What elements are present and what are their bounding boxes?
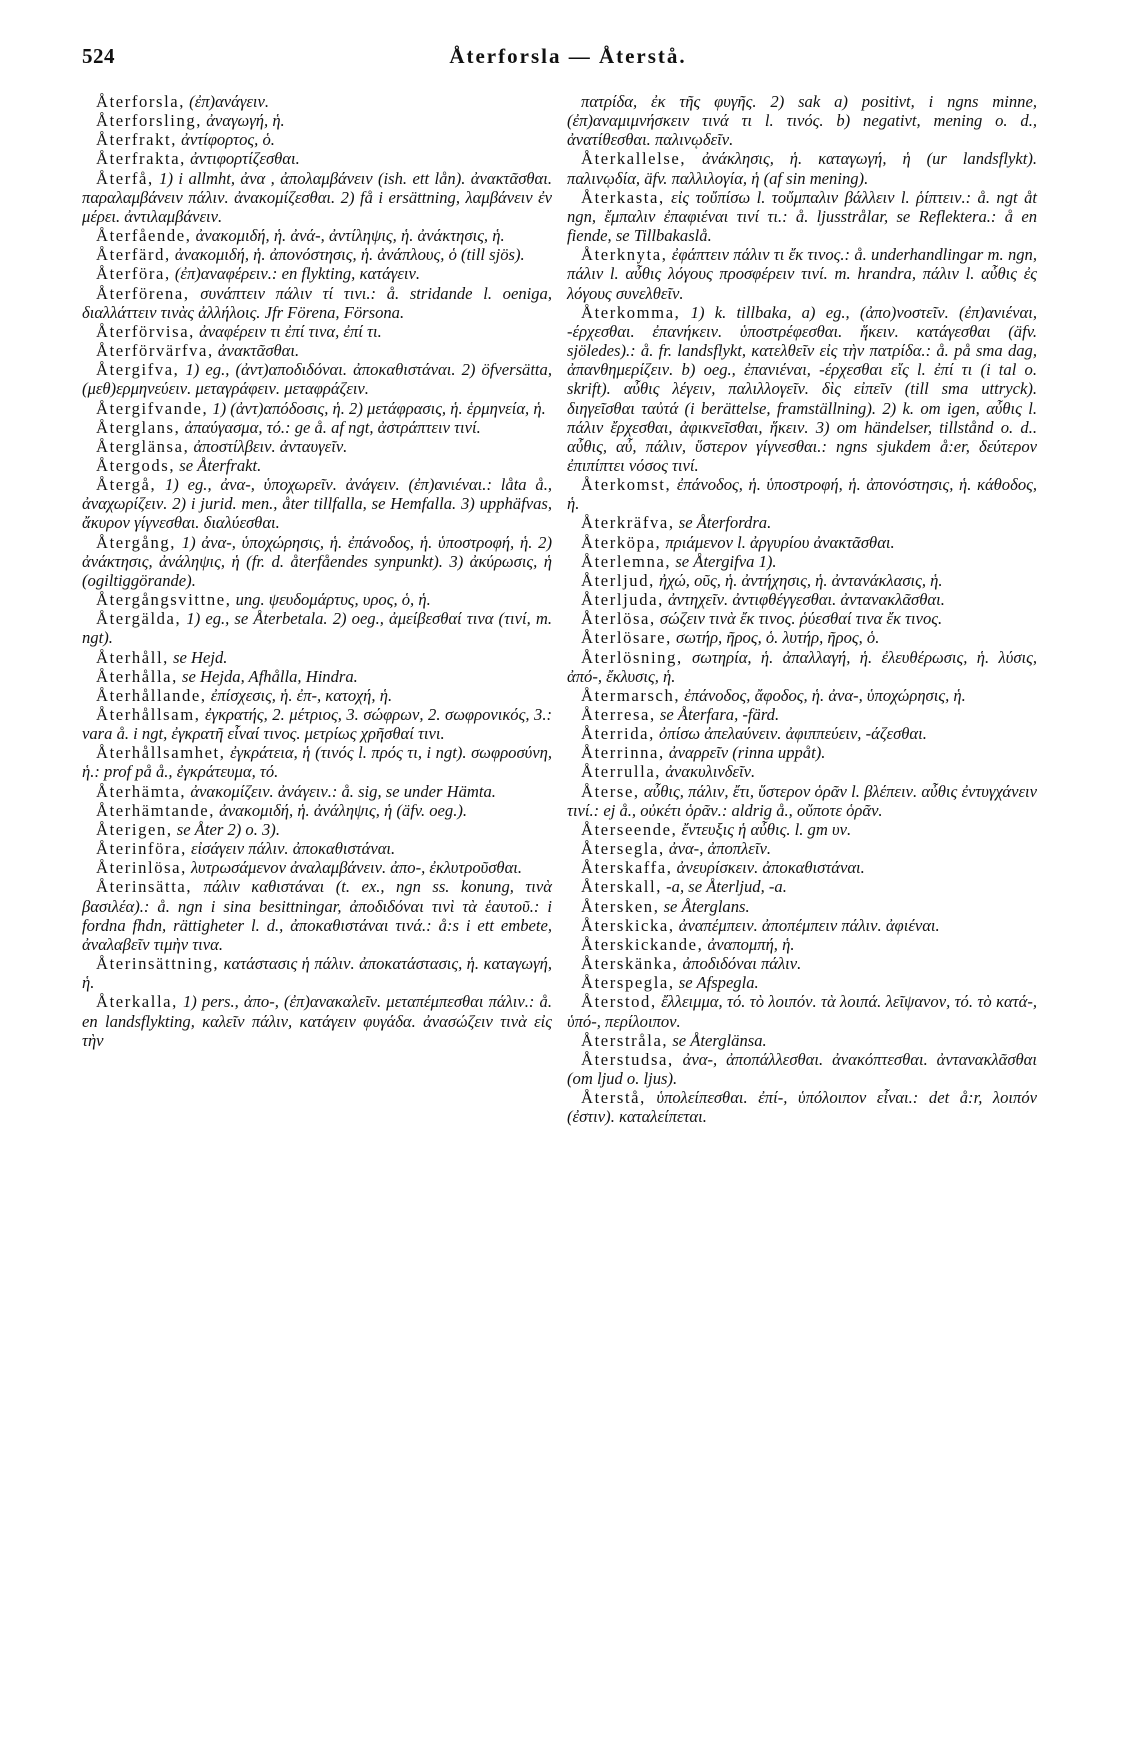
entry-headword: Återinsätta, xyxy=(96,877,193,897)
entry-definition: ἔλλειμμα, τό. τὸ λοιπόν. τὰ λοιπά. λεῖψανον, τό. τὸ κατά-, ὑπό-, περίλοιπον. xyxy=(567,992,1037,1031)
entry-headword: Återglänsa, xyxy=(96,436,190,456)
dictionary-entry xyxy=(82,782,552,801)
entry-headword: Återkomst, xyxy=(581,475,672,495)
entry-definition: se Återfrakt. xyxy=(175,455,262,475)
entry-headword: Återgifva, xyxy=(96,360,180,380)
entry-headword: Återrida, xyxy=(581,724,655,744)
dictionary-entry xyxy=(567,552,1037,571)
entry-headword: Återforsla, xyxy=(96,92,186,111)
entry-definition: se Återfordra. xyxy=(674,513,772,533)
entry-definition: πριάμενον l. ἀργυρίου ἀνακτᾶσθαι. xyxy=(661,532,895,552)
dictionary-entry xyxy=(567,992,1037,1030)
dictionary-entry xyxy=(567,1050,1037,1088)
dictionary-entry xyxy=(82,284,552,322)
dictionary-entry xyxy=(567,648,1037,686)
dictionary-entry xyxy=(82,475,552,532)
entry-definition: ἐπάνοδος, ἡ. ὑποστροφή, ἡ. ἀπονόστησις, ἡ. κάθοδος, ἡ. xyxy=(567,475,1037,514)
entry-headword: Återspegla, xyxy=(581,973,675,993)
entry-definition: σώζειν τινὰ ἔκ τινος. ῥύεσθαί τινα ἔκ τινος. xyxy=(655,609,943,629)
dictionary-entry xyxy=(82,820,552,839)
dictionary-entry xyxy=(567,973,1037,992)
entry-definition: ἀνευρίσκειν. ἀποκαθιστάναι. xyxy=(672,858,865,878)
entry-definition: ung. ψευδομάρτυς, υρος, ὁ, ἡ. xyxy=(231,590,431,610)
entry-headword: Återskicka, xyxy=(581,915,675,935)
dictionary-entry xyxy=(82,264,552,283)
entry-definition: 1) (ἀντ)απόδοσις, ἡ. 2) μετάφρασις, ἡ. ἑρμηνεία, ἡ. xyxy=(208,398,546,418)
entry-definition: ἀντηχεῖν. ἀντιφθέγγεσθαι. ἀντανακλᾶσθαι. xyxy=(663,590,945,610)
running-head: Återforsla — Återstå. xyxy=(449,44,687,68)
dictionary-entry xyxy=(82,341,552,360)
entry-headword: Återknyta, xyxy=(581,245,668,265)
entry-headword: Återglans, xyxy=(96,417,181,437)
entry-headword: Återhållande, xyxy=(96,685,207,705)
entry-headword: Återrulla, xyxy=(581,762,662,782)
dictionary-entry xyxy=(567,762,1037,781)
entry-definition: se Hejd. xyxy=(168,647,228,667)
entry-definition: σωτήρ, ῆρος, ὁ. λυτήρ, ῆρος, ὁ. xyxy=(671,628,880,648)
entry-definition: πάλιν καθιστάναι (t. ex., ngn ss. konung, τινὰ βασιλέα).: å. ngn i sina besittningar, ἀποδιδόναι τινὶ τὰ ἑαυτοῦ.: i fordna fhdn, rättigheter l. d., ἀποκαθιστάναι τινά.: å:s i ett embete, ἀναλαβεῖν τιμὴν τινα. xyxy=(82,877,552,954)
dictionary-entry xyxy=(82,437,552,456)
dictionary-entry xyxy=(567,858,1037,877)
entry-headword: Återfrakt, xyxy=(96,130,177,150)
entry-definition: ἐπάνοδος, ἄφοδος, ἡ. ἀνα-, ὑποχώρησις, ἡ. xyxy=(680,685,966,705)
entry-definition: εἰς τοὔπίσω l. τοὔμπαλιν βάλλειν l. ῥίπτειν.: å. ngt åt ngn, ἔμπαλιν ἐπαφιέναι τινί τι.: å. ljusstrålar, se Reflektera.: å en fiende, se Tillbakaslå. xyxy=(567,187,1037,246)
entry-definition: λυτρωσάμενον ἀναλαμβάνειν. ἀπο-, ἐκλυτροῦσθαι. xyxy=(186,858,523,878)
dictionary-entry xyxy=(567,1088,1037,1126)
entry-definition: 1) eg., ἀνα-, ὑποχωρεῖν. ἀνάγειν. (ἐπ)ανιέναι.: låta å., ἀναχωρίζειν. 2) i jurid. men., åter tillfalla, se Hemfalla. 3) upphäfvas, ἄκυρον γίγνεσθαι. διαλύεσθαι. xyxy=(82,475,552,533)
dictionary-entry xyxy=(567,571,1037,590)
entry-headword: Återköpa, xyxy=(581,532,662,552)
dictionary-entry xyxy=(82,360,552,398)
entry-headword: Återlösare, xyxy=(581,628,672,648)
dictionary-entry xyxy=(82,609,552,647)
entry-definition: ἀνακυλινδεῖν. xyxy=(661,762,756,782)
dictionary-entry xyxy=(567,743,1037,762)
entry-definition: ἐγκρατής, 2. μέτριος, 3. σώφρων, 2. σωφρονικός, 3.: vara å. i ngt, ἐγκρατῆ εἶναί τινος. μετρίως χρῆσθαί τινι. xyxy=(82,705,552,744)
entry-headword: Återstod, xyxy=(581,992,657,1012)
dictionary-entry xyxy=(567,839,1037,858)
entry-definition: ἀνακομιδή, ἡ. ἀνάληψις, ἡ (äfv. oeg.). xyxy=(214,800,468,820)
dictionary-entry xyxy=(567,513,1037,532)
entry-definition: ἐπίσχεσις, ἡ. ἐπ-, κατοχή, ἡ. xyxy=(206,685,393,705)
dictionary-entry xyxy=(82,456,552,475)
dictionary-entry xyxy=(82,992,552,1049)
entry-definition: se Återglans. xyxy=(659,896,750,916)
dictionary-entry xyxy=(82,111,552,130)
dictionary-entry xyxy=(82,839,552,858)
entry-headword: Återfående, xyxy=(96,226,192,246)
entry-headword: Återgång, xyxy=(96,532,176,552)
entry-headword: Återgods, xyxy=(96,455,176,475)
entry-definition: (ἐπ)ανάγειν. xyxy=(185,92,270,111)
entry-definition: 1) i allmht, ἀνα , ἀπολαμβάνειν (ish. ett lån). ἀνακτᾶσθαι. παραλαμβάνειν πάλιν. ἀνακομίζεσθαι. 2) få i ersättning, λαμβάνειν ἐν μέρει. ἀντιλαμβάνειν. xyxy=(82,168,552,226)
entry-definition: ἀντιφορτίζεσθαι. xyxy=(185,149,300,169)
entry-headword: Återgångsvittne, xyxy=(96,590,232,610)
entry-definition: 1) eg., se Återbetala. 2) oeg., ἀμείβεσθαί τινα (τινί, m. ngt). xyxy=(82,609,552,648)
dictionary-entry xyxy=(82,245,552,264)
entry-definition: ἀναπομπή, ἡ. xyxy=(703,934,795,954)
entry-headword: Återskall, xyxy=(581,877,662,897)
entry-headword: Återföra, xyxy=(96,264,171,284)
entry-definition: ἀντίφορτος, ὁ. xyxy=(176,130,275,150)
dictionary-entry xyxy=(82,705,552,743)
dictionary-entry xyxy=(567,92,1037,149)
entry-headword: Återinlösa, xyxy=(96,858,187,878)
entry-headword: Återgå, xyxy=(96,475,157,495)
entry-headword: Återförvisa, xyxy=(96,321,195,341)
dictionary-entry xyxy=(82,533,552,590)
entry-headword: Återkasta, xyxy=(581,187,665,207)
entry-headword: Återhålla, xyxy=(96,666,178,686)
entry-definition: ἀνα-, ἀποπάλλεσθαι. ἀνακόπτεσθαι. ἀντανακλᾶσθαι (om ljud o. ljus). xyxy=(567,1049,1037,1088)
entry-headword: Återljuda, xyxy=(581,590,664,610)
dictionary-entry xyxy=(567,724,1037,743)
dictionary-entry xyxy=(567,628,1037,647)
entry-headword: Återsegla, xyxy=(581,839,665,859)
right-column xyxy=(567,92,1037,1126)
entry-definition: ἀναρρεῖν (rinna uppåt). xyxy=(664,743,826,763)
dictionary-entry xyxy=(567,897,1037,916)
dictionary-entry xyxy=(82,743,552,781)
dictionary-entry xyxy=(82,954,552,992)
entry-headword: Återresa, xyxy=(581,705,656,724)
entry-definition: ἀνακτᾶσθαι. xyxy=(213,341,300,361)
entry-headword: Återstråla, xyxy=(581,1030,669,1050)
dictionary-entry xyxy=(82,858,552,877)
entry-headword: Återinsättning, xyxy=(96,954,220,974)
entry-headword: Återigen, xyxy=(96,819,173,839)
dictionary-entry xyxy=(82,169,552,226)
entry-headword: Återfärd, xyxy=(96,245,171,265)
entry-headword: Återgifvande, xyxy=(96,398,209,418)
left-column xyxy=(82,92,552,1050)
entry-definition: se Återfara, -färd. xyxy=(655,705,780,724)
entry-headword: Återmarsch, xyxy=(581,685,681,705)
entry-definition: ἀνακομιδή, ἡ. ἀπονόστησις, ἡ. ἀνάπλους, ὁ (till sjös). xyxy=(170,245,525,265)
dictionary-entry xyxy=(567,916,1037,935)
entry-headword: Återforsling, xyxy=(96,111,203,131)
dictionary-entry xyxy=(567,1031,1037,1050)
entry-headword: Återhåll, xyxy=(96,647,169,667)
entry-headword: Återlemna, xyxy=(581,551,672,571)
entry-headword: Återse, xyxy=(581,781,640,801)
entry-definition: ἀνακομιδή, ἡ. ἀνά-, ἀντίληψις, ἡ. ἀνάκτησις, ἡ. xyxy=(191,226,505,246)
entry-definition: se Återgifva 1). xyxy=(671,551,777,571)
entry-definition: ὑπολείπεσθαι. ἐπί-, ὑπόλοιπον εἶναι.: det å:r, λοιπόν (ἐστιν). καταλείπεται. xyxy=(567,1088,1037,1127)
entry-definition: ἀνάκλησις, ἡ. καταγωγή, ἡ (ur landsflykt). παλινῳδία, äfv. παλλιλογία, ἡ (af sin mening). xyxy=(567,149,1037,188)
entry-headword: Återkomma, xyxy=(581,302,681,322)
dictionary-entry xyxy=(567,686,1037,705)
entry-definition: ἀναφέρειν τι ἐπί τινα, ἐπί τι. xyxy=(194,321,382,341)
entry-definition: κατάστασις ἡ πάλιν. ἀποκατάστασις, ἡ. καταγωγή, ἡ. xyxy=(82,954,552,993)
dictionary-entry xyxy=(567,705,1037,724)
dictionary-entry xyxy=(82,667,552,686)
dictionary-entry xyxy=(567,188,1037,245)
entry-definition: ἠχώ, οῦς, ἡ. ἀντήχησις, ἡ. ἀντανάκλασις, ἡ. xyxy=(654,570,943,590)
dictionary-entry xyxy=(82,590,552,609)
entry-headword: Återhämtande, xyxy=(96,800,215,820)
dictionary-entry xyxy=(82,648,552,667)
entry-definition: 1) ἀνα-, ὑποχώρησις, ἡ. ἐπάνοδος, ἡ. ὑποστροφή, ἡ. 2) ἀνάκτησις, ἀνάληψις, ἡ (fr. d. återfåendes synpunkt). 3) ἀκύρωσις, ἡ (ogiltiggörande). xyxy=(82,532,552,590)
entry-headword: Återljud, xyxy=(581,570,655,590)
entry-definition: 1) pers., ἀπο-, (ἐπ)ανακαλεῖν. μεταπέμπεσθαι πάλιν.: å. en landsflykting, καλεῖν πάλιν, κατάγειν φυγάδα. ἀνασώζειν τινὰ εἰς τὴν xyxy=(82,992,552,1050)
dictionary-entry xyxy=(567,954,1037,973)
entry-definition: εἰσάγειν πάλιν. ἀποκαθιστάναι. xyxy=(186,839,396,859)
dictionary-entry xyxy=(82,149,552,168)
entry-headword: Återfå, xyxy=(96,168,154,188)
entry-headword: Återlösning, xyxy=(581,647,683,667)
entry-definition: αὖθις, πάλιν, ἔτι, ὕστερον ὁρᾶν l. βλέπειν. αὖθις ἐντυγχάνειν τινί.: ej å., οὐκέτι ὁρᾶν.: aldrig å., οὔποτε ὁρᾶν. xyxy=(567,781,1037,820)
entry-headword: Återhållsam, xyxy=(96,705,201,724)
entry-definition: ἀποστίλβειν. ἀνταυγεῖν. xyxy=(189,436,348,456)
dictionary-entry xyxy=(82,322,552,341)
dictionary-entry xyxy=(82,801,552,820)
entry-definition: ἀναγωγή, ἡ. xyxy=(202,111,285,131)
dictionary-entry xyxy=(567,609,1037,628)
dictionary-entry xyxy=(567,782,1037,820)
entry-definition: ἔντευξις ἡ αὖθις. l. gm υν. xyxy=(677,819,852,839)
entry-headword: Återlösa, xyxy=(581,609,656,629)
entry-headword: Återskaffa, xyxy=(581,858,673,878)
dictionary-entry xyxy=(567,245,1037,302)
dictionary-entry xyxy=(567,475,1037,513)
dictionary-entry xyxy=(82,877,552,954)
entry-headword: Återgälda, xyxy=(96,609,182,629)
dictionary-entry xyxy=(567,533,1037,552)
dictionary-entry xyxy=(567,590,1037,609)
entry-headword: Återhållsamhet, xyxy=(96,743,226,763)
dictionary-entry xyxy=(82,92,552,111)
entry-headword: Återstå, xyxy=(581,1088,646,1108)
dictionary-entry xyxy=(567,935,1037,954)
page-number: 524 xyxy=(82,44,115,68)
entry-headword: Återhämta, xyxy=(96,781,187,801)
dictionary-entry xyxy=(82,130,552,149)
entry-definition: se Hejda, Afhålla, Hindra. xyxy=(177,666,358,686)
entry-definition: se Åter 2) o. 3). xyxy=(172,819,280,839)
entry-definition: se Återglänsa. xyxy=(668,1030,767,1050)
entry-headword: Återförena, xyxy=(96,283,190,303)
entry-definition: ἀποδιδόναι πάλιν. xyxy=(678,954,802,974)
entry-definition: ἀνα-, ἀποπλεῖν. xyxy=(664,839,771,859)
entry-definition: ἀνακομίζειν. ἀνάγειν.: å. sig, se under Hämta. xyxy=(186,781,496,801)
entry-headword: Återseende, xyxy=(581,819,678,839)
entry-definition: 1) eg., (ἀντ)αποδιδόναι. ἀποκαθιστάναι. 2) öfversätta, (μεθ)ερμηνεύειν. μεταγράφειν. μεταφράζειν. xyxy=(82,360,552,399)
entry-headword: Återskickande, xyxy=(581,934,704,954)
dictionary-entry xyxy=(567,877,1037,896)
entry-definition: -a, se Återljud, -a. xyxy=(661,877,787,897)
dictionary-entry xyxy=(82,418,552,437)
entry-headword: Återsken, xyxy=(581,896,660,916)
dictionary-entry xyxy=(82,686,552,705)
entry-definition: ἐγκράτεια, ἡ (τινός l. πρός τι, i ngt). σωφροσύνη, ἡ.: prof på å., ἐγκράτευμα, τό. xyxy=(82,743,552,782)
entry-definition: ὀπίσω ἀπελαύνειν. ἀφιππεύειν, -άζεσθαι. xyxy=(654,724,927,744)
entry-headword: Återfrakta, xyxy=(96,149,186,169)
entry-definition: (ἐπ)αναφέρειν.: en flykting, κατάγειν. xyxy=(170,264,421,284)
entry-headword: Återförvärfva, xyxy=(96,341,214,361)
entry-headword: Återkräfva, xyxy=(581,513,675,533)
entry-headword: Återkalla, xyxy=(96,992,178,1012)
entry-headword: Återinföra, xyxy=(96,839,187,859)
dictionary-entry xyxy=(82,226,552,245)
entry-definition: σωτηρία, ἡ. ἀπαλλαγή, ἡ. ἐλευθέρωσις, ἡ. λύσις, ἀπό-, ἔκλυσις, ἡ. xyxy=(567,647,1037,686)
entry-definition: ἐφάπτειν πάλιν τι ἔκ τινος.: å. underhandlingar m. ngn, πάλιν l. αὖθις λόγους προσφέρειν τινί. m. hrandra, πάλιν l. αὖθις ἐς λόγους συνελθεῖν. xyxy=(567,245,1037,303)
entry-definition: 1) k. tillbaka, a) eg., (ἀπο)νοστεῖν. (ἐπ)ανιέναι, -έρχεσθαι. ἐπανήκειν. ὑποστρέφεσθαι. ἥκειν. κατάγεσθαι (äfv. sjöledes).: å. fr. landsflykt, κατελθεῖν εἰς τὴν πατρίδα.: å. på sma dag, ἀπανθημερίζειν. b) oeg., ἐπανιέναι, -έρχεσθαι εἴς l. ἐπί τι (i tal o. skrift). αὖθις λέγειν, παλιλλογεῖν. δὶς εἰπεῖν (till sma uttryck). διηγεῖσθαι ταὐτά (i berättelse, framställning). 2) k. om igen, αὖθις l. πάλιν ἔρχεσθαι, ἀφικνεῖσθαι, ἥκειν. 3) om händelser, tillstånd o. d.. αὖθις, αὖ, πάλιν, ὕστερον γίγνεσθαι.: ngns sjukdem å:er, δεύτερον ἐπιπίπτει νόσος τινί. xyxy=(567,302,1037,475)
entry-headword: Återkallelse, xyxy=(581,149,687,169)
dictionary-entry xyxy=(567,303,1037,475)
entry-definition: ἀναπέμπειν. ἀποπέμπειν πάλιν. ἀφιέναι. xyxy=(674,915,940,935)
entry-headword: Återrinna, xyxy=(581,743,665,763)
entry-headword: Återstudsa, xyxy=(581,1049,674,1069)
dictionary-entry xyxy=(567,820,1037,839)
entry-definition: ἀπαύγασμα, τό.: ge å. af ngt, ἀστράπτειν τινί. xyxy=(180,417,481,437)
dictionary-entry xyxy=(567,149,1037,187)
entry-definition: se Afspegla. xyxy=(674,973,759,993)
dictionary-entry xyxy=(82,399,552,418)
entry-headword: Återskänka, xyxy=(581,954,679,974)
entry-definition: συνάπτειν πάλιν τί τινι.: å. stridande l. oeniga, διαλλάττειν τινὰς ἀλλήλοις. Jfr Förena, Försona. xyxy=(82,283,552,322)
entry-definition: πατρίδα, ἐκ τῆς φυγῆς. 2) sak a) positivt, i ngns minne, (ἐπ)αναμιμνήσκειν τινά τι l. τινός. b) negativt, mening o. d., ἀνατίθεσθαι. παλινῳδεῖν. xyxy=(567,92,1037,150)
